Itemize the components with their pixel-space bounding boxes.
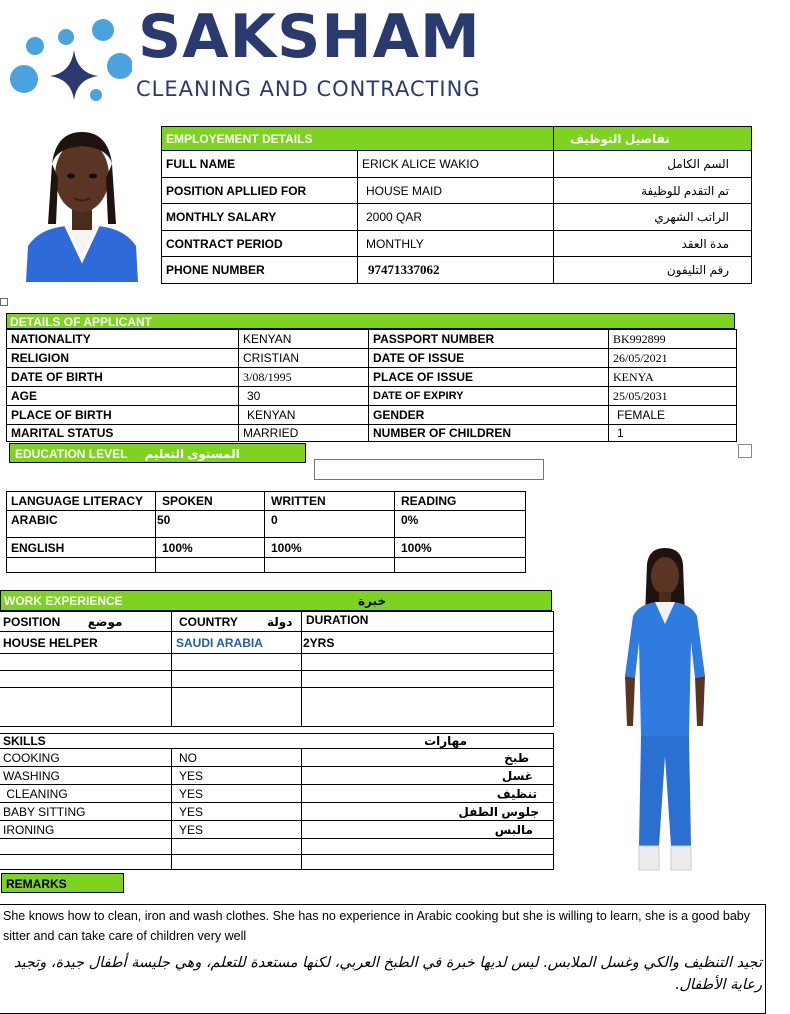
education-label-ar: المستوى التعليم	[144, 447, 240, 461]
skill-value: YES	[172, 803, 302, 821]
skill-name: WASHING	[0, 767, 172, 785]
table-row	[0, 767, 554, 785]
table-row	[7, 538, 526, 558]
field-label: DATE OF ISSUE	[369, 349, 609, 368]
skill-name: COOKING	[0, 749, 172, 767]
skill-name: BABY SITTING	[0, 803, 172, 821]
field-label-ar: تم التقدم للوظيفة	[554, 178, 752, 204]
field-label-ar: السم الكامل	[554, 151, 752, 178]
skill-name-ar: مالبس	[302, 821, 554, 839]
table-cell: 0%	[395, 511, 526, 538]
skills-title-ar: مهارات	[302, 734, 554, 749]
field-value: 26/05/2021	[609, 349, 737, 368]
table-row	[0, 749, 554, 767]
skill-name: CLEANING	[0, 785, 172, 803]
field-label-ar: الراتب الشهري	[554, 204, 752, 231]
column-header	[0, 612, 172, 632]
table-row	[7, 368, 737, 387]
field-label: AGE	[7, 387, 239, 406]
field-value: 2000 QAR	[358, 204, 554, 231]
table-cell: 50	[156, 511, 265, 538]
table-row	[7, 511, 526, 538]
applicant-details-table	[6, 329, 737, 442]
skill-value: YES	[172, 821, 302, 839]
field-label-ar: رقم التليفون	[554, 257, 752, 284]
field-value: MARRIED	[239, 425, 369, 442]
language-table	[6, 491, 526, 573]
field-label: POSITION APLLIED FOR	[162, 178, 358, 204]
table-row	[162, 257, 752, 284]
table-header-row	[7, 492, 526, 511]
logo-subtitle: CLEANING AND CONTRACTING	[136, 77, 481, 101]
field-label: GENDER	[369, 406, 609, 425]
table-cell: 100%	[156, 538, 265, 558]
applicant-full-body-photo	[605, 546, 725, 880]
skill-value: YES	[172, 785, 302, 803]
anchor-marker-icon	[0, 298, 8, 306]
column-header: DURATION	[302, 612, 554, 632]
table-cell: SAUDI ARABIA	[172, 632, 302, 654]
table-row	[162, 204, 752, 231]
position-header: POSITION	[3, 614, 61, 629]
field-value: HOUSE MAID	[358, 178, 554, 204]
table-cell: 100%	[265, 538, 395, 558]
table-row	[162, 178, 752, 204]
employment-title: EMPLOYEMENT DETAILS	[162, 127, 554, 151]
field-label: MARITAL STATUS	[7, 425, 239, 442]
field-label: NATIONALITY	[7, 330, 239, 349]
education-label	[9, 443, 306, 463]
field-value: FEMALE	[609, 406, 737, 425]
employment-title-ar: تفاصيل التوظيف	[554, 127, 752, 151]
skill-name-ar: جلوس الطفل	[302, 803, 554, 821]
column-header: SPOKEN	[156, 492, 265, 511]
skills-title: SKILLS	[0, 734, 172, 749]
table-row	[7, 406, 737, 425]
field-value: 97471337062	[358, 257, 554, 284]
country-header: COUNTRY	[179, 614, 238, 629]
field-value: KENYAN	[239, 330, 369, 349]
remarks-title: REMARKS	[1, 873, 124, 893]
skills-table	[0, 733, 554, 870]
field-label: FULL NAME	[162, 151, 358, 178]
work-title: WORK EXPERIENCE	[4, 594, 123, 608]
table-row	[7, 425, 737, 442]
table-cell	[265, 558, 395, 573]
table-row	[162, 151, 752, 178]
table-row	[0, 654, 554, 671]
field-value: 30	[239, 387, 369, 406]
education-value-field	[314, 459, 544, 480]
table-row	[0, 803, 554, 821]
table-cell: ARABIC	[7, 511, 156, 538]
table-row	[0, 688, 554, 727]
table-row	[0, 855, 554, 870]
skill-value: YES	[172, 767, 302, 785]
field-label: PHONE NUMBER	[162, 257, 358, 284]
table-cell: 100%	[395, 538, 526, 558]
table-cell	[395, 558, 526, 573]
field-label: CONTRACT PERIOD	[162, 231, 358, 257]
table-row	[0, 785, 554, 803]
employment-details-table	[161, 126, 752, 284]
work-title-ar: خبرة	[358, 594, 387, 608]
table-cell: HOUSE HELPER	[0, 632, 172, 654]
employment-header-row	[162, 127, 752, 151]
education-label-en: EDUCATION LEVEL	[15, 447, 128, 461]
field-value: MONTHLY	[358, 231, 554, 257]
field-value: 3/08/1995	[239, 368, 369, 387]
field-value: BK992899	[609, 330, 737, 349]
column-header	[172, 612, 302, 632]
field-label: MONTHLY SALARY	[162, 204, 358, 231]
table-row	[7, 387, 737, 406]
table-header-row	[0, 612, 554, 632]
table-cell: 0	[265, 511, 395, 538]
field-label: NUMBER OF CHILDREN	[369, 425, 609, 442]
table-row	[7, 558, 526, 573]
table-row	[7, 330, 737, 349]
work-experience-table	[0, 611, 554, 727]
applicant-portrait-photo	[22, 128, 142, 282]
logo-title: SAKSHAM	[138, 2, 481, 72]
field-value: 25/05/2031	[609, 387, 737, 406]
position-header-ar: موضع	[87, 614, 123, 629]
work-experience-header	[0, 590, 552, 611]
table-cell	[156, 558, 265, 573]
checkbox[interactable]	[738, 444, 752, 458]
remarks-text-ar: تجيد التنظيف والكي وغسل الملابس. ليس لديها خبرة في الطبخ العربي، لكنها مستعدة للتعلم، وهي جليسة أطفال جيدة، وتجيد رعاية الأطفال.	[13, 955, 762, 993]
field-label: PASSPORT NUMBER	[369, 330, 609, 349]
table-header-row	[0, 734, 554, 749]
skill-name-ar: تنظيف	[302, 785, 554, 803]
column-header: LANGUAGE LITERACY	[7, 492, 156, 511]
skill-name-ar: غسل	[302, 767, 554, 785]
skill-name-ar: طبخ	[302, 749, 554, 767]
table-row	[162, 231, 752, 257]
country-header-ar: دولة	[267, 614, 293, 629]
applicant-section-title: DETAILS OF APPLICANT	[6, 313, 735, 329]
column-header: WRITTEN	[265, 492, 395, 511]
table-row	[0, 671, 554, 688]
field-value: CRISTIAN	[239, 349, 369, 368]
table-cell	[7, 558, 156, 573]
field-label-ar: مدة العقد	[554, 231, 752, 257]
table-row	[0, 839, 554, 855]
field-value: KENYAN	[239, 406, 369, 425]
field-value: KENYA	[609, 368, 737, 387]
remarks-box	[0, 904, 766, 1014]
skill-value: NO	[172, 749, 302, 767]
logo-icon	[4, 8, 132, 103]
field-label: PLACE OF ISSUE	[369, 368, 609, 387]
column-header: READING	[395, 492, 526, 511]
remarks-text-en: She knows how to clean, iron and wash clothes. She has no experience in Arabic cooking but she is willing to learn, she is a good baby sitter and can take care of children very well	[3, 909, 750, 943]
table-cell: 2YRS	[302, 632, 554, 654]
table-row	[0, 632, 554, 654]
skill-name: IRONING	[0, 821, 172, 839]
field-label: DATE OF BIRTH	[7, 368, 239, 387]
field-label: PLACE OF BIRTH	[7, 406, 239, 425]
field-value: ERICK ALICE WAKIO	[358, 151, 554, 178]
field-label: RELIGION	[7, 349, 239, 368]
field-value: 1	[609, 425, 737, 442]
table-row	[0, 821, 554, 839]
field-label: DATE OF EXPIRY	[369, 387, 609, 406]
table-cell: ENGLISH	[7, 538, 156, 558]
table-row	[7, 349, 737, 368]
